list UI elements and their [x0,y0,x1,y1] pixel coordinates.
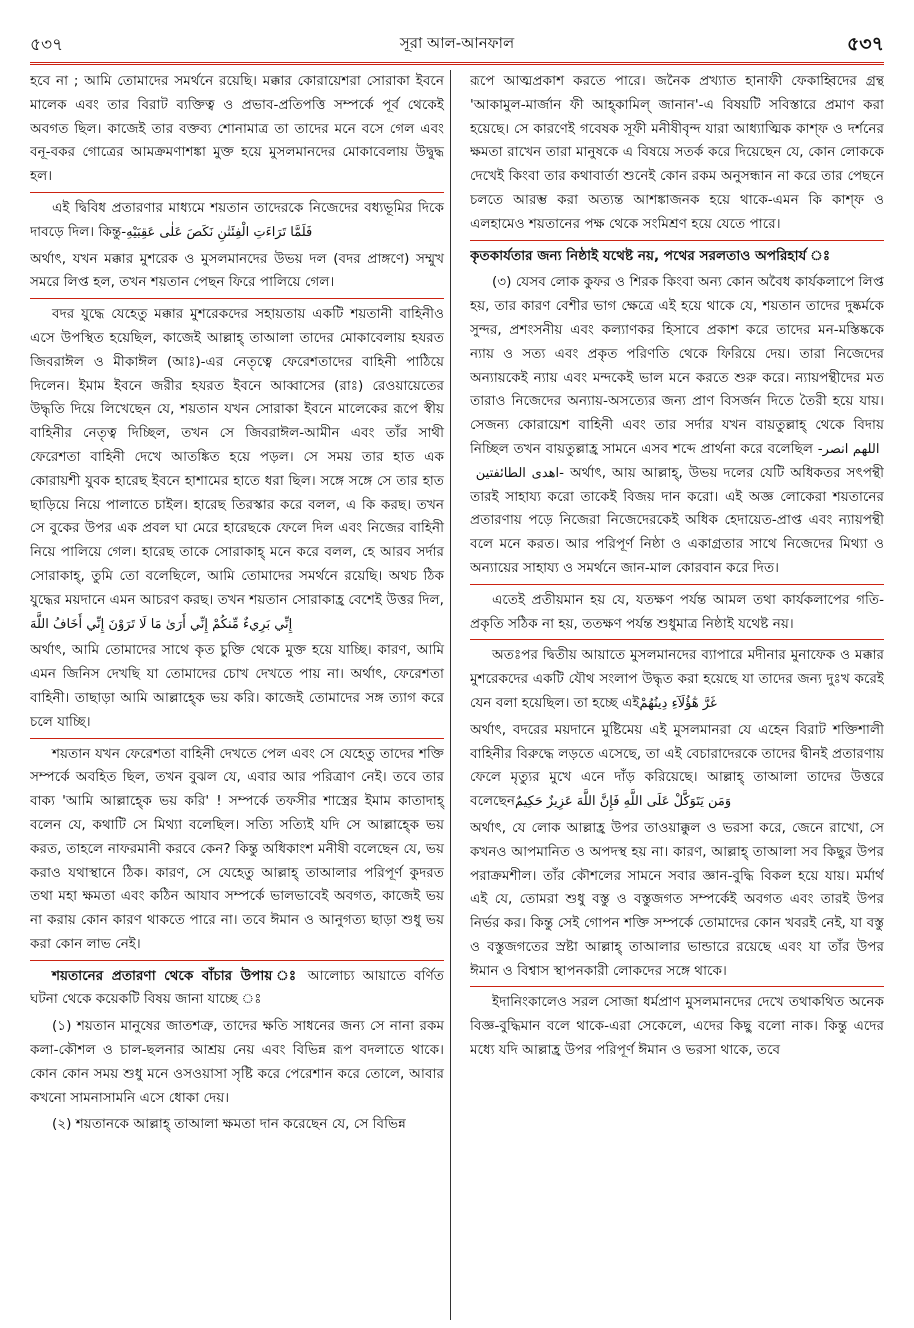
paragraph [470,719,884,814]
left-column [30,70,451,1320]
paragraph-text: হবে না ; আমি তোমাদের সমর্থনে রয়েছি। মক্কার কোরায়েশরা সোরাকা ইবনে মালেক এবং তার বিরাট ব্যক্তিত্ব ও প্রভাব-প্রতিপত্তি সম্পর্কে পূর্ব থেকেই অবগত ছিল। কাজেই তার বক্তব্য শোনামাত্র তা তাদের মনে বসে গেল এবং বনূ-বকর গোত্রের আমক্রমণাশঙ্কা মুক্ত হয়ে মুসলমানদের মোকাবেলায় উদ্বুদ্ধ হল। [30,73,444,185]
paragraph-text: (৩) যেসব লোক কুফর ও শিরক কিংবা অন্য কোন অবৈধ কার্যকলাপে লিপ্ত হয়, তার কারণ বেশীর ভাগ ক্ষেত্রে এই হয়ে থাকে যে, শয়তান তাদের দুষ্কর্মকে সুন্দর, প্রশংসনীয় এবং কল্যাণকর হিসাবে প্রকাশ করে তাদের মন-মস্তিষ্ককে ন্যায় ও সত্য এবং প্রকৃত পরিণতি থেকে ফিরিয়ে দেয়। তারা নিজেদের অন্যায়কেই ন্যায় এবং মন্দকেই ভাল মনে করতে শুরু করে। ন্যায়পন্থীদের মত তারাও নিজেদের অন্যায়-অসত্যের জন্য প্রাণ বিসর্জন দিতে তৈরী হয়ে যায়। সেজন্য কোরায়েশ বাহিনী এবং তার সর্দার যখন বায়তুল্লাহ্ থেকে বিদায় নিচ্ছিল তখন বায়তুল্লাহ্র সামনে এসব শব্দে প্রার্থনা করে বলেছিল - [470,274,884,457]
quran-arabic-quote: فَلَمَّا تَرَاءَتِ الْفِئَتٰنِ نَكَصَ عَلٰى عَقِبَيْهِ [126,224,317,240]
page-number-right: ৫৩৭ [846,33,884,55]
paragraph-text: রূপে আত্মপ্রকাশ করতে পারে। জনৈক প্রখ্যাত হানাফী ফেকাহ্বিদের গ্রন্থ 'আকামুল-মার্জান ফী আহ্কামিল্ জানান'-এ বিষয়টি সবিস্তারে প্রমাণ করা হয়েছে। সে কারণেই গবেষক সূফী মনীষীবৃন্দ যারা আধ্যাত্মিক কাশ্ফ ও দর্শনের ক্ষমতা রাখেন তারা মানুষকে এ বিষয়ে সতর্ক করে দিয়েছেন যে, কোন লোককে দেখেই কিংবা তার কথাবার্তা শুনেই কোন রকম অনুসন্ধান না করে তার পেছনে চলতে আরম্ভ করা অত্যন্ত আশঙ্কাজনক হয়ে থাকে-এমন কি কাশ্ফ ও এলহামেও শয়তানের পক্ষ থেকে সংমিশ্রণ হয়ে যেতে পারে। [470,73,884,232]
paragraph [30,70,444,189]
paragraph-text: (২) শয়তানকে আল্লাহ্ তাআলা ক্ষমতা দান করেছেন যে, সে বিভিন্ন [52,1116,406,1133]
paragraph [470,70,884,237]
quran-arabic-quote: غَرَّ هٰٓؤُلَآءِ دِينُهُمْ [639,695,721,711]
section-heading: শয়তানের প্রতারণা থেকে বাঁচার উপায় ঃ [52,967,300,984]
paragraph [30,303,444,636]
section-divider [30,192,444,193]
page-number-left: ৫৩৭ [30,35,64,55]
paragraph-text: - অর্থাৎ, আয় আল্লাহ্, উভয় দলের যেটি অধিকতর সৎপন্থী তারই সাহায্য করো তাকেই বিজয় দান করো। এই অজ্ঞ লোকেরা শয়তানের প্রতারণায় পড়ে নিজেরা নিজেদেরকেই অধিক হেদায়েত-প্রাপ্ত এবং ন্যায়পন্থী বলে মনে করত। আর পরিপূর্ণ নিষ্ঠা ও একাগ্রতার সাথে নিজেদের মিথ্যা ও অন্যায়ের সাহায্য ও সমর্থনে জান-মাল কোরবান করে দিত। [470,464,884,576]
paragraph-text: অর্থাৎ, যখন মক্কার মুশরেক ও মুসলমানদের উভয় দল (বদর প্রাঙ্গণে) সম্মুখ সমরে লিপ্ত হল, তখন শয়তান পেছন ফিরে পালিয়ে গেল। [30,250,444,291]
section-divider [30,738,444,739]
paragraph-text: অর্থাৎ, বদরের ময়দানে মুষ্টিমেয় এই মুসলমানরা যে এহেন বিরাট শক্তিশালী বাহিনীর বিরুদ্ধে লড়তে এসেছে, তা এই বেচারাদেরকে তাদের দ্বীনই প্রতারণায় ফেলে মৃত্যুর মুখে এনে দাঁড় করিয়েছে। আল্লাহ্ তাআলা তাদের উত্তরে বলেছেন [470,721,884,810]
quran-arabic-quote: اللهم انصر اهدى الطائفتين [470,441,884,481]
surah-title: সূরা আল-আনফাল [399,34,515,52]
paragraph [30,639,444,734]
paragraph [470,991,884,1062]
paragraph-text: ইদানিংকালেও সরল সোজা ধর্মপ্রাণ মুসলমানদের দেখে তথাকথিত অনেক বিজ্ঞ-বুদ্ধিমান বলে থাকে-এরা সেকেলে, এদের কিছু বলো নাক। কিন্তু এদের মধ্যে যদি আল্লাহ্র উপর পরিপূর্ণ ঈমান ও ভরসা থাকে, তবে [470,994,884,1059]
paragraph-text: এতেই প্রতীয়মান হয় যে, যতক্ষণ পর্যন্ত আমল তথা কার্যকলাপের গতি-প্রকৃতি সঠিক না হয়, ততক্ষণ পর্যন্ত শুধুমাত্র নিষ্ঠাই যথেষ্ট নয়। [470,591,884,632]
paragraph-text: এই দ্বিবিধ প্রতারণার মাধ্যমে শয়তান তাদেরকে নিজেদের বধ্যভূমির দিকে দাবড়ে দিল। কিন্তু- [30,199,444,240]
section-divider [30,298,444,299]
paragraph [470,644,884,715]
paragraph [30,197,444,245]
paragraph [30,248,444,296]
header-rule [30,62,884,68]
paragraph-text: অর্থাৎ, যে লোক আল্লাহ্র উপর তাওয়াক্কুল ও ভরসা করে, জেনে রাখো, সে কখনও আপমানিত ও অপদস্থ হয় না। কারণ, আল্লাহ্ তাআলা সব কিছুর উপর পরাক্রমশীল। তাঁর কৌশলের সামনে সবার জ্ঞান-বুদ্ধি বিকল হয়ে যায়। মর্মার্থ এই যে, তোমরা শুধু বস্তু ও বস্তুজগত সম্পর্কেই অবগত এবং তারই উপর নির্ভর কর। কিন্তু সেই গোপন শক্তি সম্পর্কে তোমাদের কোন খবরই নেই, যা বস্তু ও বস্তুজগতের স্রষ্টা আল্লাহ্ তাআলার ভান্ডারে রয়েছে এবং যা তাঁর উপর ঈমান ও বিশ্বাস স্থাপনকারী লোকদের সঙ্গে থাকে। [470,819,884,979]
section-divider [470,986,884,987]
quran-arabic-quote: وَمَن يَتَوَكَّلْ عَلَى اللَّهِ فَإِنَّ اللَّهَ عَزِيزٌ حَكِيمٌ [514,794,736,810]
paragraph [470,271,884,580]
section-divider [30,960,444,961]
paragraph [30,965,444,1013]
section-divider [470,639,884,640]
right-column [470,70,884,1320]
paragraph [470,245,884,269]
paragraph-text: বদর যুদ্ধে যেহেতু মক্কার মুশরেকদের সহায়তায় একটি শয়তানী বাহিনীও এসে উপস্থিত হয়েছিল, কাজেই আল্লাহ্ তাআলা তাদের মোকাবেলায় হযরত জিবরাঈল ও মীকাঈল (আঃ)-এর নেতৃত্বে ফেরেশতাদের বাহিনী পাঠিয়ে দিলেন। ইমাম ইবনে জরীর হযরত ইবনে আব্বাসের (রাঃ) রেওয়ায়েতের উদ্ধৃতি দিয়ে লিখেছেন যে, শয়তান যখন সোরাকা ইবনে মালেকের রূপে স্বীয় বাহিনীর নেতৃত্ব দিচ্ছিল, তখন সে জিবরাঈল-আমীন এবং তাঁর সাথী ফেরেশতা বাহিনী দেখে আতঙ্কিত হয়ে পড়ল। সে সময় তার হাত এক কোরায়শী যুবক হারেছ ইবনে হাশামের হাতে ধরা ছিল। সঙ্গে সঙ্গে সে তার হাত ছাড়িয়ে নিয়ে পালাতে চাইল। হারেছ তিরস্কার করে বলল, এ কি করছ। তখন সে বুকের উপর এক প্রবল ঘা মেরে হারেছকে ফেলে দিল এবং নিজের বাহিনী নিয়ে পালিয়ে গেল। হারেছ তাকে সোরাকাহ্ মনে করে বলল, হে আরব সর্দার সোরাকাহ্, তুমি তো বলেছিলে, আমি তোমাদের সমর্থনে রয়েছি। অথচ ঠিক যুদ্ধের ময়দানে এমন আচরণ করছ। তখন শয়তান সোরাকাহ্র বেশেই উত্তর দিল, [30,306,444,608]
paragraph-text: আলোচ্য আয়াতে বর্ণিত ঘটনা থেকে কয়েকটি বিষয় জানা যাচ্ছে ঃ [30,967,444,1008]
paragraph-text: (১) শয়তান মানুষের জাতশত্রু, তাদের ক্ষতি সাধনের জন্য সে নানা রকম কলা-কৌশল ও চাল-ছলনার আশ্রয় নেয় এবং বিভিন্ন রূপ বদলাতে থাকে। কোন কোন সময় শুধু মনে ওসওয়াসা সৃষ্টি করে পেরেশান করে তোলে, আবার কখনো সামনাসামনি এসে ধোকা দেয়। [30,1018,444,1106]
section-heading: কৃতকার্যতার জন্য নিষ্ঠাই যথেষ্ট নয়, পথের সরলতাও অপরিহার্য ঃ [470,247,831,264]
paragraph [30,1113,444,1137]
paragraph-text: অর্থাৎ, আমি তোমাদের সাথে কৃত চুক্তি থেকে মুক্ত হয়ে যাচ্ছি। কারণ, আমি এমন জিনিস দেখছি যা তোমাদের চোখ দেখতে পায় না। অর্থাৎ, ফেরেশতা বাহিনী। তাছাড়া আমি আল্লাহ্কে ভয় করি। কাজেই তোমাদের সঙ্গ ত্যাগ করে চলে যাচ্ছি। [30,642,444,730]
section-divider [470,240,884,241]
paragraph [30,743,444,957]
section-divider [470,584,884,585]
page-header [30,30,884,56]
quran-arabic-quote: إِنِّي بَرِيءٌ مِّنكُمْ إِنِّي أَرَىٰ مَا لَا تَرَوْنَ إِنِّي أَخَافُ اللَّهَ [30,616,293,632]
paragraph [470,817,884,984]
paragraph [470,589,884,637]
paragraph-text: শয়তান যখন ফেরেশতা বাহিনী দেখতে পেল এবং সে যেহেতু তাদের শক্তি সম্পর্কে অবহিত ছিল, তখন বুঝল যে, এবার আর পরিত্রাণ নেই। তবে তার বাক্য 'আমি আল্লাহ্কে ভয় করি' ! সম্পর্কে তফসীর শাস্ত্রের ইমাম কাতাদাহ্ বলেন যে, কথাটি সে মিথ্যা বলেছিল। সত্যি সত্যিই যদি সে আল্লাহ্কে ভয় করত, তাহলে নাফরমানী করবে কেন? কিন্তু অধিকাংশ মনীষী বলেছেন যে, ভয় করাও যথাস্থানে ঠিক। কারণ, সে যেহেতু আল্লাহ্ তাআলার পরিপূর্ণ কুদরত তথা মহা ক্ষমতা এবং কঠিন আযাব সম্পর্কে ভালভাবেই অবগত, কাজেই ভয় না করায় কোন কারণ থাকতে পারে না। তবে ঈমান ও আনুগত্য ছাড়া শুধু ভয় করা কোন লাভ নেই। [30,745,444,952]
paragraph [30,1015,444,1110]
paragraph-text: অতঃপর দ্বিতীয় আয়াতে মুসলমানদের ব্যাপারে মদীনার মুনাফেক ও মক্কার মুশরেকদের একটি যৌথ সংলাপ উদ্ধৃত করা হয়েছে যা তাদের জন্য দুঃখ করেই যেন বলা হয়েছিল। তা হচ্ছে এই [470,647,884,711]
